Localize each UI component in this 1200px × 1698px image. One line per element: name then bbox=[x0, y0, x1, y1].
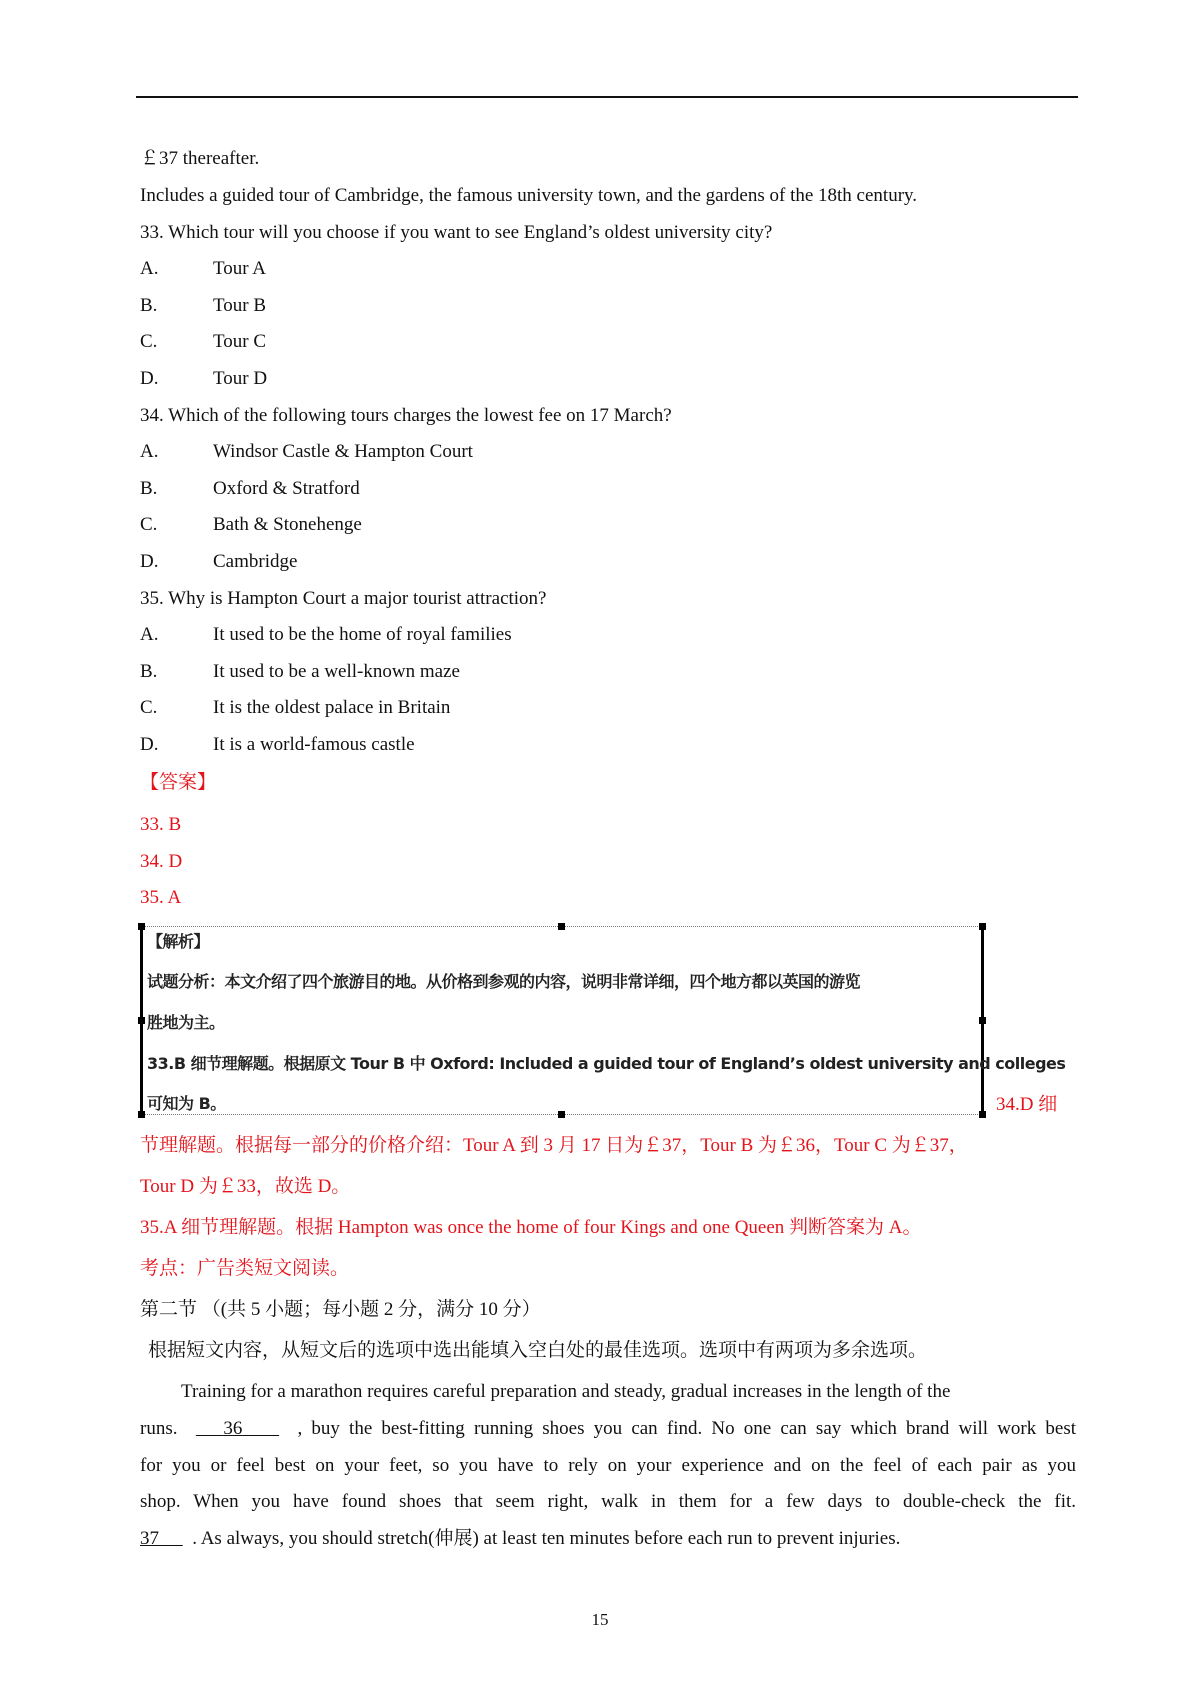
question-33-stem: 33. Which tour will you choose if you want to see England’s oldest university city? bbox=[140, 222, 773, 243]
passage-line-4: shop. When you have found shoes that seem right, walk in them for a few days to double-check the fit. bbox=[140, 1491, 1076, 1512]
question-33-option-b: B. Tour B bbox=[140, 295, 267, 316]
analysis-summary-cont: 胜地为主。 bbox=[147, 1013, 225, 1032]
section-2-heading: 第二节 （(共 5 小题；每小题 2 分，满分 10 分） bbox=[140, 1299, 541, 1320]
resize-handle-bottom-right[interactable] bbox=[979, 1111, 986, 1118]
question-35-option-c: C. It is the oldest palace in Britain bbox=[140, 697, 451, 718]
analysis-34: 节理解题。根据每一部分的价格介绍：Tour A 到 3 月 17 日为￡37，Tour B 为￡36，Tour C 为￡37， bbox=[140, 1135, 968, 1156]
resize-handle-middle-left[interactable] bbox=[138, 1017, 145, 1024]
resize-handle-top-left[interactable] bbox=[138, 923, 145, 930]
blank-36: 36 bbox=[223, 1418, 243, 1439]
analysis-summary: 试题分析：本文介绍了四个旅游目的地。从价格到参观的内容，说明非常详细，四个地方都以英国的游览 bbox=[147, 972, 861, 991]
analysis-heading: 【解析】 bbox=[147, 932, 210, 951]
resize-handle-top-middle[interactable] bbox=[558, 923, 565, 930]
question-34-option-a: A. Windsor Castle & Hampton Court bbox=[140, 441, 473, 462]
passage-line-3: for you or feel best on your feet, so you have to rely on your experience and on the feel of each pair as you bbox=[140, 1455, 1076, 1476]
tour-d-description: Includes a guided tour of Cambridge, the famous university town, and the gardens of the 18th century. bbox=[140, 185, 918, 206]
question-35-stem: 35. Why is Hampton Court a major tourist attraction? bbox=[140, 588, 547, 609]
analysis-33: 33.B 细节理解题。根据原文 Tour B 中 Oxford: Included a guided tour of England’s oldest university and colleges bbox=[147, 1054, 1066, 1073]
question-35-option-a: A. It used to be the home of royal families bbox=[140, 624, 512, 645]
question-35-option-d: D. It is a world-famous castle bbox=[140, 734, 415, 755]
analysis-33-conclusion: 可知为 B。 bbox=[147, 1094, 226, 1113]
analysis-35: 35.A 细节理解题。根据 Hampton was once the home of four Kings and one Queen 判断答案为 A。 bbox=[140, 1217, 922, 1238]
question-34-option-c: C. Bath & Stonehenge bbox=[140, 514, 362, 535]
resize-handle-top-right[interactable] bbox=[979, 923, 986, 930]
resize-handle-middle-right[interactable] bbox=[979, 1017, 986, 1024]
header-rule bbox=[136, 96, 1078, 98]
question-34-option-b: B. Oxford & Stratford bbox=[140, 478, 360, 499]
question-33-option-a: A. Tour A bbox=[140, 258, 267, 279]
answer-34: 34. D bbox=[140, 851, 183, 872]
test-point: 考点：广告类短文阅读。 bbox=[140, 1258, 350, 1279]
passage-line-1: Training for a marathon requires careful preparation and steady, gradual increases in the length of the bbox=[181, 1381, 951, 1402]
page-number: 15 bbox=[591, 1610, 609, 1629]
section-2-instruction: 根据短文内容，从短文后的选项中选出能填入空白处的最佳选项。选项中有两项为多余选项。 bbox=[148, 1340, 928, 1361]
passage-line-2: runs. 36 , buy the best-fitting running shoes you can find. No one can say which brand will work best bbox=[140, 1418, 1077, 1439]
resize-handle-bottom-middle[interactable] bbox=[558, 1111, 565, 1118]
answer-33: 33. B bbox=[140, 814, 182, 835]
question-33-option-c: C. Tour C bbox=[140, 331, 267, 352]
tour-price-continuation: ￡37 thereafter. bbox=[140, 148, 260, 169]
question-33-option-d: D. Tour D bbox=[140, 368, 268, 389]
question-34-stem: 34. Which of the following tours charges the lowest fee on 17 March? bbox=[140, 405, 672, 426]
answer-heading: 【答案】 bbox=[140, 772, 217, 793]
blank-37: 37 bbox=[140, 1528, 159, 1549]
question-34-option-d: D. Cambridge bbox=[140, 551, 298, 572]
analysis-34-conclusion: Tour D 为￡33，故选 D。 bbox=[140, 1176, 351, 1197]
answer-35: 35. A bbox=[140, 887, 182, 908]
resize-handle-bottom-left[interactable] bbox=[138, 1111, 145, 1118]
question-35-option-b: B. It used to be a well-known maze bbox=[140, 661, 460, 682]
passage-line-5: 37 . As always, you should stretch(伸展) at least ten minutes before each run to prevent injuries. bbox=[140, 1528, 901, 1549]
analysis-34-start: 34.D 细 bbox=[996, 1094, 1058, 1115]
